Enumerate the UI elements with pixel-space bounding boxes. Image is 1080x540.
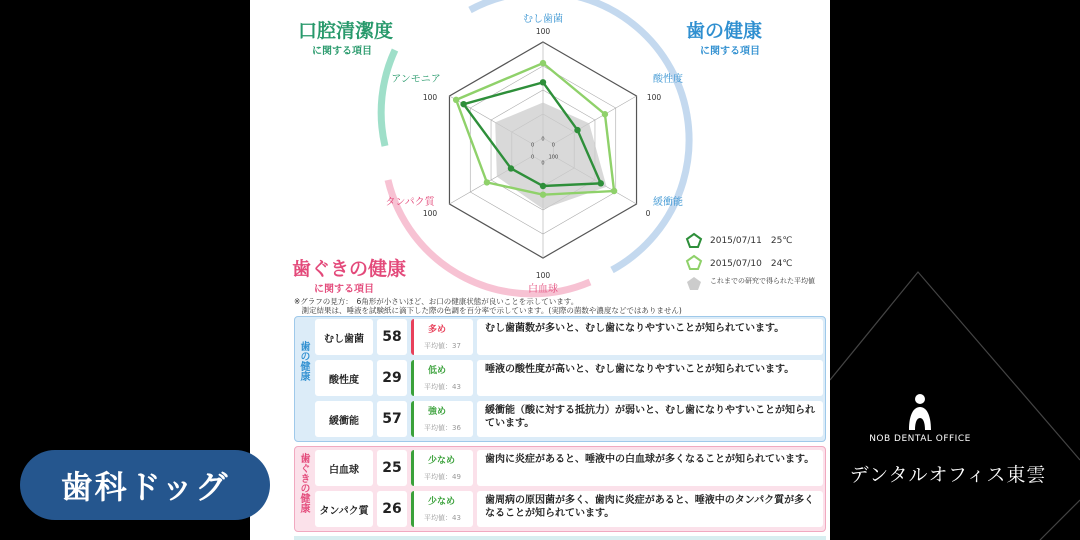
gum-section-label: 歯ぐきの健康 (298, 453, 309, 513)
table-row (315, 401, 823, 439)
series-2-point-3 (540, 191, 546, 197)
row-level-box (411, 360, 473, 396)
row-description: むし歯菌数が多いと、むし歯になりやすいことが知られています。 (477, 319, 823, 355)
row-level: 強め (428, 407, 447, 417)
row-name: タンパク質 (315, 491, 373, 527)
tooth-health-section (294, 316, 826, 442)
row-level-box (411, 401, 473, 437)
row-name: 白血球 (315, 450, 373, 486)
table-row (315, 491, 823, 529)
row-value: 57 (377, 401, 407, 437)
axis-label-2: 緩衝能 (653, 197, 683, 208)
legend-mark-series-2 (687, 256, 701, 269)
row-level: 多め (428, 325, 447, 335)
decorative-lines (830, 260, 1080, 540)
axis-center-label-5: 0 (531, 142, 535, 149)
row-name: むし歯菌 (315, 319, 373, 355)
gum-health-section (294, 446, 826, 532)
row-value: 25 (377, 450, 407, 486)
axis-label-1: 酸性度 (653, 74, 683, 85)
row-average: 平均値：43 (424, 514, 461, 522)
legend-label-series-2: 2015/07/10 24℃ (710, 259, 793, 269)
series-2-point-4 (484, 179, 490, 185)
row-average: 平均値：49 (424, 473, 461, 481)
axis-label-5: アンモニア (391, 74, 441, 85)
series-1-point-5 (460, 101, 466, 107)
series-1-point-0 (540, 79, 546, 85)
row-description: 緩衝能（酸に対する抵抗力）が弱いと、むし歯になりやすいことが知られています。 (477, 401, 823, 437)
series-1-point-1 (574, 127, 580, 133)
row-description: 歯肉に炎症があると、唾液中の白血球が多くなることが知られています。 (477, 450, 823, 486)
legend-mark-series-1 (687, 234, 701, 247)
row-description: 唾液の酸性度が高いと、むし歯になりやすいことが知られています。 (477, 360, 823, 396)
series-2-point-2 (611, 188, 617, 194)
oral-subtitle: に関する項目 (312, 46, 372, 57)
next-section-strip (294, 536, 826, 540)
table-row (315, 319, 823, 357)
tooth-subtitle: に関する項目 (700, 46, 760, 57)
row-average: 平均値：37 (424, 342, 461, 350)
gum-title: 歯ぐきの健康 (292, 258, 407, 280)
axis-label-0: むし歯菌 (523, 14, 563, 25)
axis-center-label-2: 100 (548, 154, 559, 161)
table-row (315, 450, 823, 488)
clinic-logo-icon (906, 392, 934, 432)
row-level-box (411, 491, 473, 527)
axis-label-4: タンパク質 (385, 197, 435, 208)
axis-center-label-1: 0 (551, 142, 555, 149)
badge-label: 歯科ドッグ (60, 468, 230, 506)
axis-max-label-3: 100 (535, 271, 551, 280)
series-2-point-0 (540, 60, 546, 66)
axis-center-label-0: 0 (541, 136, 545, 143)
notes-line-1: ※グラフの見方： 6角形が小さいほど、お口の健康状態が良いことを示しています。 (294, 297, 579, 306)
arc-green (381, 50, 395, 146)
row-average: 平均値：36 (424, 424, 461, 432)
row-name: 酸性度 (315, 360, 373, 396)
legend-mark-average (687, 277, 701, 290)
legend-label-series-1: 2015/07/11 25℃ (710, 236, 793, 246)
row-level-box (411, 450, 473, 486)
row-level: 少なめ (428, 497, 456, 507)
row-description: 歯周病の原因菌が多く、歯肉に炎症があると、唾液中のタンパク質が多くなることが知られています。 (477, 491, 823, 527)
clinic-name-jp: デンタルオフィス東雲 (849, 464, 1047, 486)
series-2-point-1 (602, 111, 608, 117)
axis-max-label-5: 100 (422, 93, 438, 102)
notes-line-2: 測定結果は、唾液を試験紙に滴下した際の色調を百分率で示しています。(実際の菌数や濃度などではありません) (294, 306, 682, 315)
series-2-point-5 (453, 97, 459, 103)
row-level: 少なめ (428, 456, 456, 466)
axis-max-label-1: 100 (646, 93, 662, 102)
row-name: 緩衝能 (315, 401, 373, 437)
axis-max-label-0: 100 (535, 27, 551, 36)
legend (687, 234, 815, 290)
axis-label-3: 白血球 (528, 284, 558, 295)
oral-title: 口腔清潔度 (298, 20, 394, 42)
axis-center-label-3: 0 (541, 160, 545, 167)
report-sheet (250, 0, 830, 540)
axis-max-label-4: 100 (422, 209, 438, 218)
legend-label-average: これまでの研究で得られた平均値 (710, 277, 815, 285)
tooth-section-label: 歯の健康 (298, 341, 309, 381)
axis-center-label-4: 0 (531, 154, 535, 161)
axis-max-label-2: 0 (645, 209, 651, 218)
table-row (315, 360, 823, 398)
series-1-point-4 (508, 165, 514, 171)
clinic-name-en: NOB DENTAL OFFICE (869, 434, 971, 444)
tooth-title: 歯の健康 (686, 20, 763, 42)
row-average: 平均値：43 (424, 383, 461, 391)
series-1-point-3 (540, 183, 546, 189)
dental-dock-badge[interactable] (20, 450, 270, 520)
row-level: 低め (428, 366, 447, 376)
row-level-box (411, 319, 473, 355)
row-value: 29 (377, 360, 407, 396)
series-1-point-2 (598, 180, 604, 186)
row-value: 58 (377, 319, 407, 355)
gum-subtitle: に関する項目 (314, 284, 374, 295)
row-value: 26 (377, 491, 407, 527)
